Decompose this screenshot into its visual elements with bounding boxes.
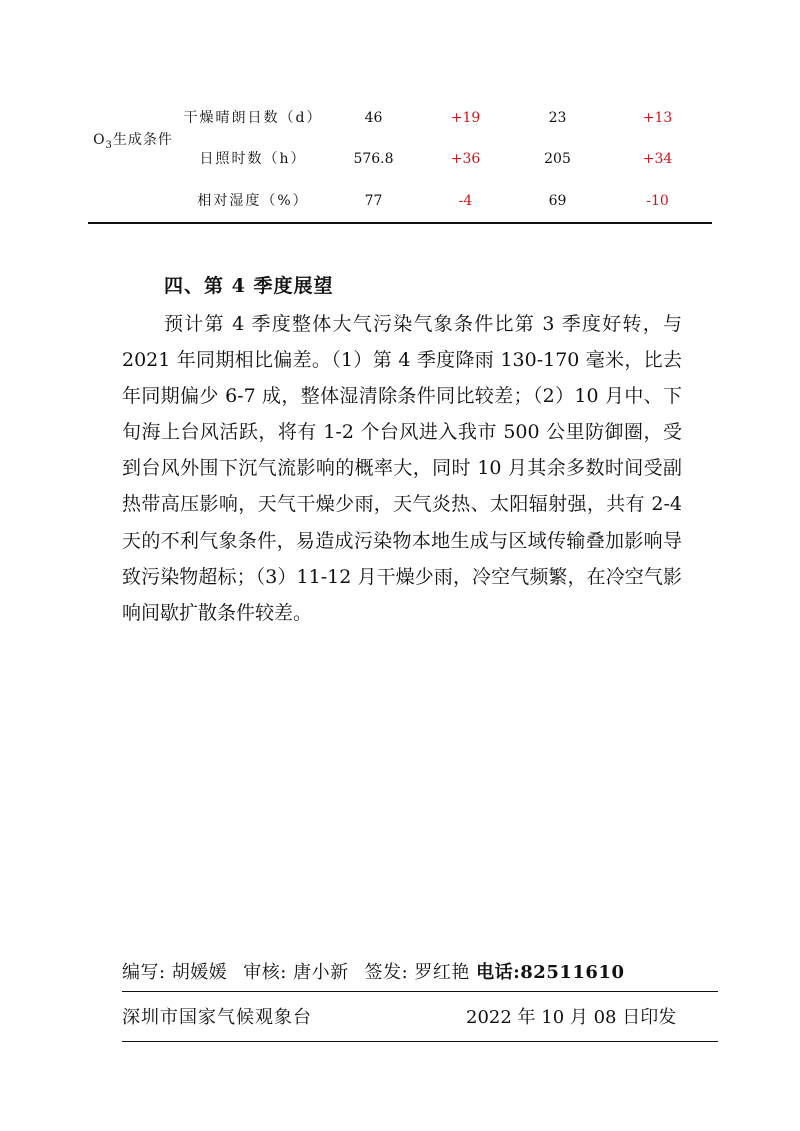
section-heading: 四、第 4 季度展望 — [164, 275, 334, 297]
delta-1: +36 — [450, 151, 481, 167]
value-1: 77 — [364, 193, 383, 209]
delta-1: +19 — [450, 110, 481, 126]
category-suffix: 生成条件 — [112, 132, 173, 148]
category-subscript: 3 — [105, 139, 113, 151]
delta-2: +34 — [642, 151, 673, 167]
phone-number: 82511610 — [520, 962, 625, 983]
organization-name: 深圳市国家气候观象台 — [122, 1007, 312, 1028]
footer-divider-top — [122, 991, 718, 992]
value-2: 69 — [548, 193, 567, 209]
footer-divider-bottom — [122, 1041, 718, 1042]
delta-2: -10 — [646, 193, 669, 209]
table-row — [88, 181, 712, 221]
row-name: 日照时数（h） — [199, 151, 307, 167]
issuer-credit: 签发: 罗红艳 — [364, 962, 470, 983]
section-paragraph: 预计第 4 季度整体大气污染气象条件比第 3 季度好转，与 2021 年同期相比偏差。（1）第 4 季度降雨 130-170 毫米，比去年同期偏少 6-7 成，整体湿清除条件同比较差；（2）10 月中、下旬海上台风活跃，将有 1-2 个台风进入我市 500 公里防御圈，受到台风外围下沉气流影响的概率大，同时 10 月其余多数时间受副热带高压影响，天气干燥少雨，天气炎热、太阳辐射强，共有 2-4 天的不利气象条件，易造成污染物本地生成与区域传输叠加影响导致污染物超标；（3）11-12 月干燥少雨，冷空气频繁，在冷空气影响间歇扩散条件较差。 — [122, 313, 682, 624]
value-2: 205 — [544, 151, 571, 167]
delta-2: +13 — [642, 110, 673, 126]
data-table-fragment — [88, 98, 712, 226]
row-name: 相对湿度（%） — [197, 193, 309, 209]
value-2: 23 — [548, 110, 567, 126]
value-1: 46 — [364, 110, 383, 126]
footer-credits — [122, 958, 682, 984]
table-bottom-rule — [88, 222, 712, 224]
delta-1: -4 — [458, 193, 473, 209]
issue-date: 2022 年 10 月 08 日印发 — [466, 1007, 677, 1028]
phone-label: 电话: — [476, 962, 521, 983]
reviewer-credit: 审核: 唐小新 — [243, 962, 349, 983]
table-row — [88, 98, 712, 138]
category-prefix: O — [93, 132, 106, 148]
table-row — [88, 139, 712, 179]
editor-credit: 编写: 胡媛媛 — [122, 962, 228, 983]
value-1: 576.8 — [353, 151, 394, 167]
row-name: 干燥晴朗日数（d） — [183, 110, 323, 126]
